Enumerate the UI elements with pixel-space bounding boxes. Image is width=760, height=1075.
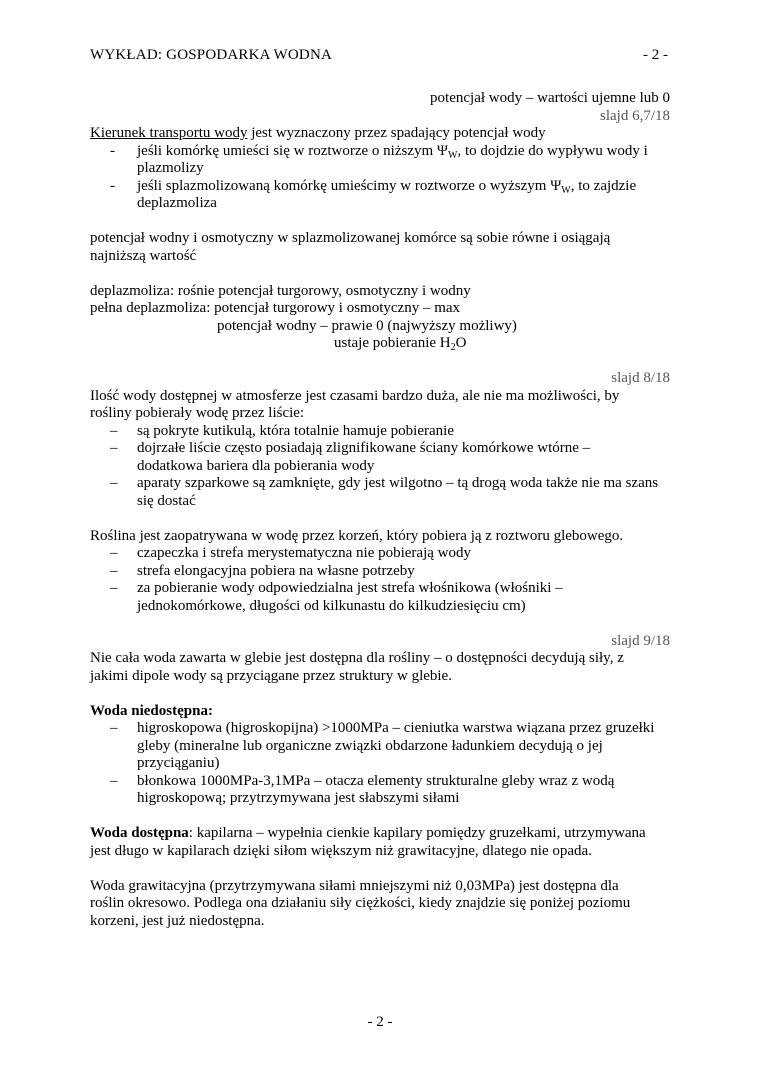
paragraph-line: korzeni, jest już niedostępna. bbox=[90, 912, 265, 929]
text-span: gleby (mineralne lub organiczne związki obdarzone ładunkiem decydują o jej bbox=[137, 737, 603, 754]
paragraph-line bbox=[90, 335, 670, 353]
paragraph-transport bbox=[90, 125, 670, 143]
underlined-term: Kierunek transportu wody bbox=[90, 125, 248, 141]
list-item bbox=[90, 580, 670, 615]
dash-marker: – bbox=[110, 422, 118, 439]
dash-marker: – bbox=[110, 562, 118, 579]
text-line: potencjał wody – wartości ujemne lub 0 bbox=[430, 90, 670, 106]
text-span: ustaje pobieranie H bbox=[334, 335, 451, 351]
text-span: : kapilarna – wypełnia cienkie kapilary pomiędzy gruzełkami, utrzymywana bbox=[188, 825, 646, 841]
text-span: jeśli komórkę umieści się w roztworze o niższym Ψ bbox=[137, 142, 448, 159]
slide-reference: slajd 9/18 bbox=[611, 632, 670, 649]
list-item bbox=[90, 475, 670, 510]
footer-page-number: - 2 - bbox=[367, 1014, 393, 1030]
text-span: jeśli splazmolizowaną komórkę umieścimy w roztworze o wyższym Ψ bbox=[137, 177, 562, 194]
text-span: , to dojdzie do wypływu wody i bbox=[457, 142, 648, 159]
text-span: jest wyznaczony przez spadający potencjał wody bbox=[247, 125, 546, 141]
paragraph-line: jakimi dipole wody są przyciągane przez struktury w glebie. bbox=[90, 667, 452, 684]
list-item bbox=[90, 563, 670, 581]
text-span: czapeczka i strefa merystematyczna nie pobierają wody bbox=[137, 545, 471, 561]
slide-reference: slajd 6,7/18 bbox=[600, 107, 670, 124]
list-item bbox=[90, 440, 670, 475]
text-span: aparaty szparkowe są zamknięte, gdy jest wilgotno – tą drogą woda także nie ma szans bbox=[137, 475, 659, 491]
dash-marker: – bbox=[110, 580, 118, 596]
paragraph-line: potencjał wodny – prawie 0 (najwyższy możliwy) bbox=[217, 317, 517, 334]
text-span: za pobieranie wody odpowiedzialna jest strefa włośnikowa (włośniki – bbox=[137, 580, 563, 596]
text-span: się dostać bbox=[137, 492, 196, 509]
list-item bbox=[90, 178, 670, 213]
list-item bbox=[90, 545, 670, 563]
paragraph-line: Woda grawitacyjna (przytrzymywana siłami mniejszymi niż 0,03MPa) jest dostępna dla bbox=[90, 877, 619, 894]
dash-marker: – bbox=[110, 440, 118, 456]
paragraph-line: roślin okresowo. Podlega ona działaniu siły ciężkości, kiedy znajdzie się poniżej poziomu bbox=[90, 895, 631, 911]
dash-marker: – bbox=[110, 720, 118, 736]
text-span: deplazmoliza bbox=[137, 195, 217, 211]
text-span: dojrzałe liście często posiadają zlignifikowane ściany komórkowe wtórne – bbox=[137, 440, 591, 456]
bold-heading: Woda niedostępna: bbox=[90, 702, 213, 719]
header-page-number: - 2 - bbox=[643, 47, 668, 63]
text-span: higroskopową; przytrzymywana jest słabszymi siłami bbox=[137, 790, 460, 806]
subscript: 2 bbox=[450, 342, 456, 353]
text-span: O bbox=[455, 335, 467, 351]
list-item bbox=[90, 423, 670, 441]
bold-term: Woda dostępna bbox=[90, 825, 189, 841]
subscript: W bbox=[448, 149, 458, 161]
section-heading bbox=[90, 703, 670, 721]
list-item bbox=[90, 720, 670, 773]
paragraph-line: deplazmoliza: rośnie potencjał turgorowy, osmotyczny i wodny bbox=[90, 282, 471, 299]
subscript: W bbox=[561, 184, 571, 196]
text-span: są pokryte kutikulą, która totalnie hamuje pobieranie bbox=[137, 422, 454, 439]
slide-reference: slajd 8/18 bbox=[611, 370, 670, 386]
text-span: błonkowa 1000MPa-3,1MPa – otacza elementy strukturalne gleby wraz z wodą bbox=[137, 772, 615, 789]
document-body bbox=[90, 90, 670, 930]
paragraph-line: pełna deplazmoliza: potencjał turgorowy i osmotyczny – max bbox=[90, 300, 461, 316]
text-span: higroskopowa (higroskopijna) >1000MPa – cieniutka warstwa wiązana przez gruzełki bbox=[137, 720, 655, 736]
bullet-marker: - bbox=[110, 177, 115, 194]
paragraph-line: Roślina jest zaopatrywana w wodę przez korzeń, który pobiera ją z roztworu glebowego. bbox=[90, 527, 624, 544]
text-span: jednokomórkowe, długości od kilkunastu do kilkudziesięciu cm) bbox=[137, 597, 526, 614]
list-item bbox=[90, 143, 670, 178]
text-span: dodatkowa bariera dla pobierania wody bbox=[137, 457, 375, 474]
paragraph-line: rośliny pobierały wodę przez liście: bbox=[90, 405, 305, 421]
text-span: , to zajdzie bbox=[570, 177, 637, 194]
list-item bbox=[90, 773, 670, 808]
dash-marker: – bbox=[110, 545, 118, 561]
dash-marker: – bbox=[110, 475, 118, 491]
paragraph-line: najniższą wartość bbox=[90, 247, 197, 264]
paragraph-available bbox=[90, 825, 670, 860]
header-title: WYKŁAD: GOSPODARKA WODNA bbox=[90, 47, 333, 63]
text-span: plazmolizy bbox=[137, 160, 204, 176]
text-span: strefa elongacyjna pobiera na własne potrzeby bbox=[137, 562, 415, 579]
text-span: jest długo w kapilarach dzięki siłom większym niż grawitacyjne, dlatego nie opada. bbox=[90, 842, 592, 859]
dash-marker: – bbox=[110, 772, 118, 789]
paragraph-line: Ilość wody dostępnej w atmosferze jest czasami bardzo duża, ale nie ma możliwości, by bbox=[90, 387, 620, 404]
bullet-marker: - bbox=[110, 142, 115, 159]
paragraph-line: potencjał wodny i osmotyczny w splazmolizowanej komórce są sobie równe i osiągają bbox=[90, 230, 611, 246]
text-span: przyciąganiu) bbox=[137, 755, 220, 771]
paragraph-line: Nie cała woda zawarta w glebie jest dostępna dla rośliny – o dostępności decydują siły, z bbox=[90, 650, 624, 666]
